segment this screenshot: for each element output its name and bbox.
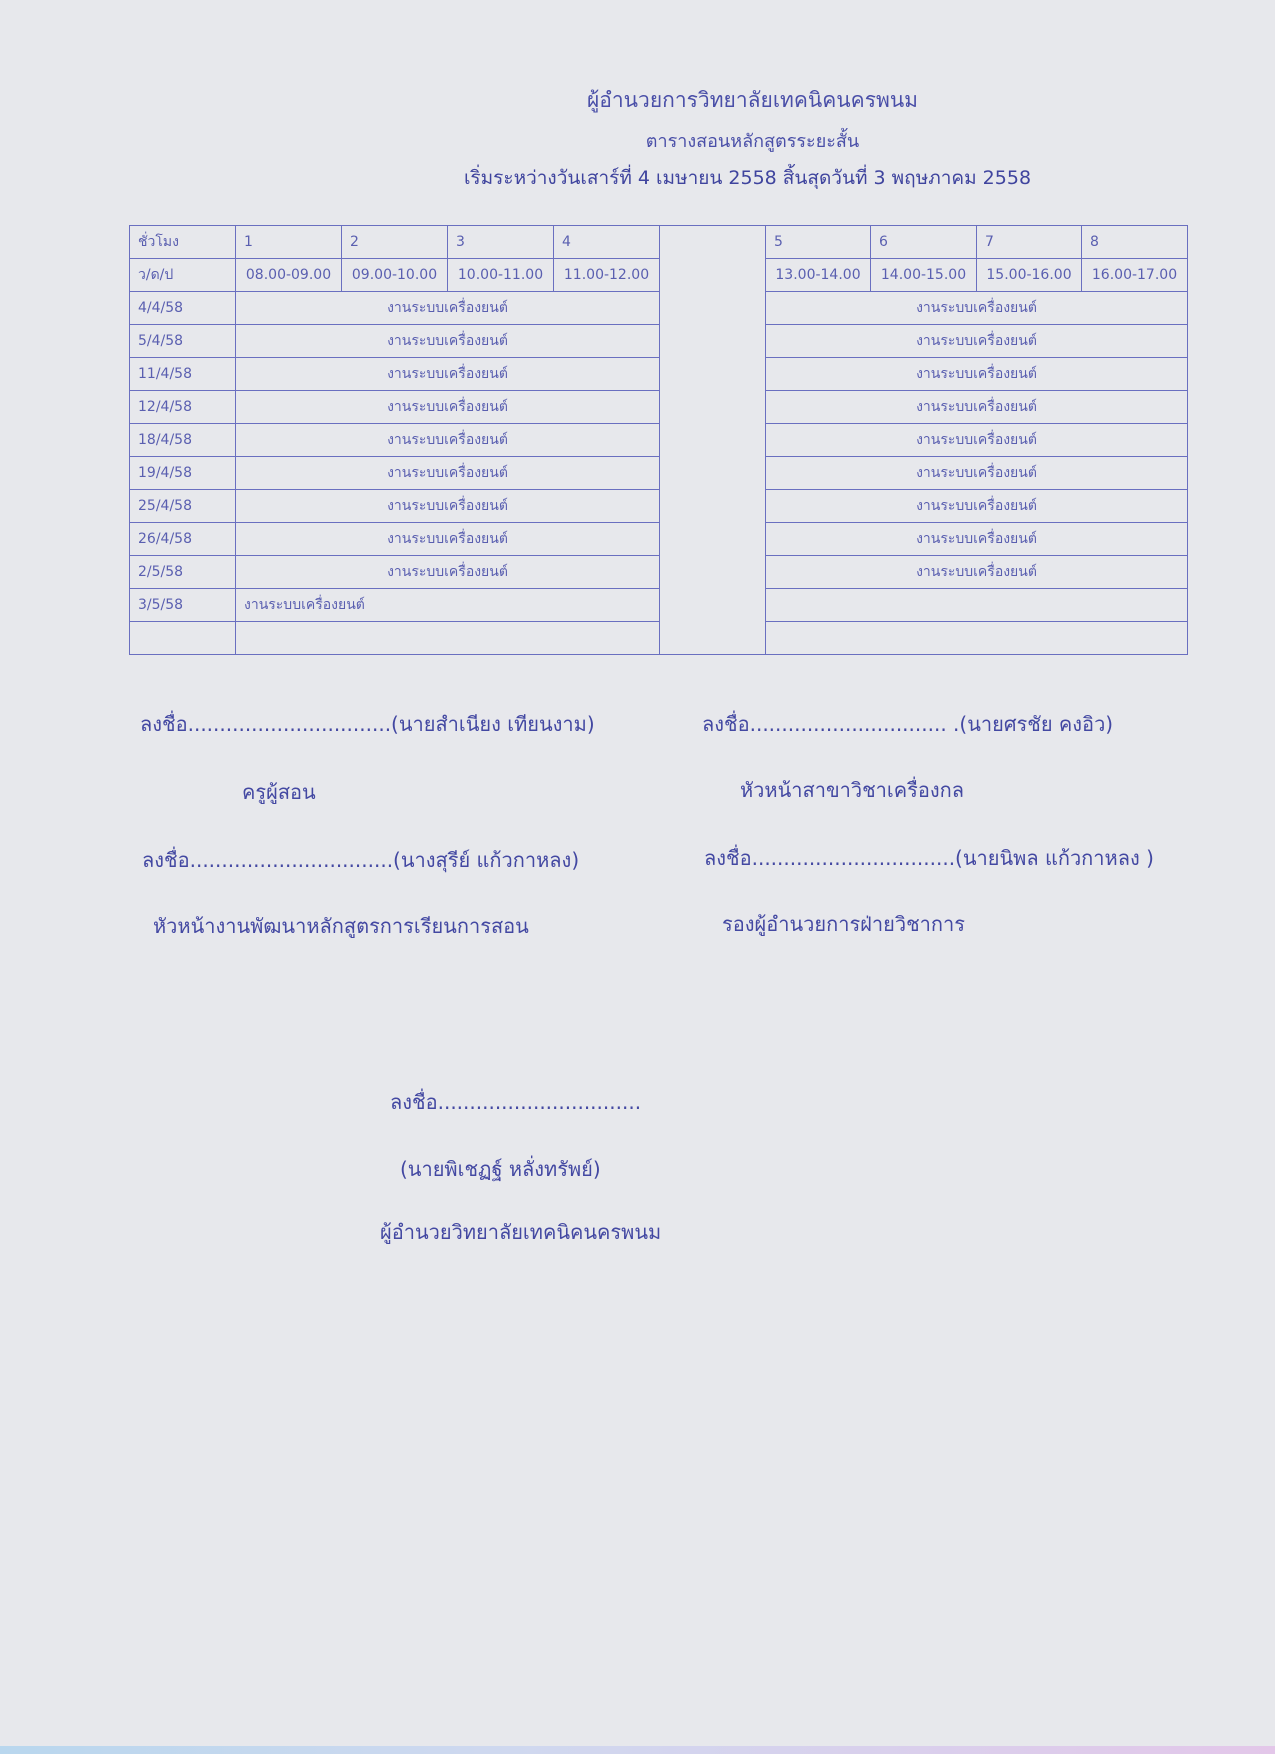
row-date (130, 622, 236, 655)
row-morning (236, 622, 660, 655)
table-row (130, 292, 1188, 325)
row-morning: งานระบบเครื่องยนต์ (236, 424, 660, 457)
teacher-signature-line: ลงชื่อ................................(นายสำเนียง เทียนงาม) (140, 712, 595, 736)
header-date-range: เริ่มระหว่างวันเสาร์ที่ 4 เมษายน 2558 สิ้นสุดวันที่ 3 พฤษภาคม 2558 (463, 167, 1032, 189)
director-signature-line: ลงชื่อ................................ (390, 1090, 642, 1114)
row-morning: งานระบบเครื่องยนต์ (236, 589, 660, 622)
row-morning: งานระบบเครื่องยนต์ (236, 292, 660, 325)
table-row (130, 523, 1188, 556)
time-3: 10.00-11.00 (448, 259, 554, 292)
row-date: 18/4/58 (130, 424, 236, 457)
row-afternoon: งานระบบเครื่องยนต์ (766, 490, 1188, 523)
time-6: 14.00-15.00 (871, 259, 977, 292)
period-5: 5 (766, 226, 871, 259)
table-row (130, 556, 1188, 589)
teacher-role: ครูผู้สอน (242, 780, 316, 804)
curriculum-head-role: หัวหน้างานพัฒนาหลักสูตรการเรียนการสอน (153, 914, 529, 938)
time-5: 13.00-14.00 (766, 259, 871, 292)
time-8: 16.00-17.00 (1082, 259, 1188, 292)
row-afternoon: งานระบบเครื่องยนต์ (766, 424, 1188, 457)
header-college-title: ผู้อำนวยการวิทยาลัยเทคนิคนครพนม (586, 88, 919, 112)
row-morning: งานระบบเครื่องยนต์ (236, 457, 660, 490)
scan-edge-strip (0, 1746, 1275, 1754)
row-date: 19/4/58 (130, 457, 236, 490)
period-4: 4 (554, 226, 660, 259)
table-row (130, 457, 1188, 490)
row-afternoon: งานระบบเครื่องยนต์ (766, 556, 1188, 589)
row-afternoon: งานระบบเครื่องยนต์ (766, 457, 1188, 490)
row-morning: งานระบบเครื่องยนต์ (236, 523, 660, 556)
director-role: ผู้อำนวยวิทยาลัยเทคนิคนครพนม (380, 1220, 662, 1244)
row-afternoon (766, 589, 1188, 622)
row-date: 11/4/58 (130, 358, 236, 391)
director-name: (นายพิเชฏฐ์ หลั่งทรัพย์) (400, 1157, 601, 1181)
row-afternoon: งานระบบเครื่องยนต์ (766, 358, 1188, 391)
row-afternoon (766, 622, 1188, 655)
row-morning: งานระบบเครื่องยนต์ (236, 325, 660, 358)
header-row-times (130, 259, 1188, 292)
row-date: 25/4/58 (130, 490, 236, 523)
table-row (130, 589, 1188, 622)
time-7: 15.00-16.00 (977, 259, 1082, 292)
period-6: 6 (871, 226, 977, 259)
period-1: 1 (236, 226, 342, 259)
row-afternoon: งานระบบเครื่องยนต์ (766, 292, 1188, 325)
period-8: 8 (1082, 226, 1188, 259)
curriculum-head-signature-line: ลงชื่อ................................(นางสุรีย์ แก้วกาหลง) (142, 848, 580, 872)
table-row (130, 325, 1188, 358)
dept-head-role: หัวหน้าสาขาวิชาเครื่องกล (740, 778, 964, 802)
hour-label: ชั่วโมง (130, 226, 236, 259)
row-date: 3/5/58 (130, 589, 236, 622)
period-2: 2 (342, 226, 448, 259)
table-row (130, 622, 1188, 655)
lunch-gap-column (660, 226, 766, 655)
period-7: 7 (977, 226, 1082, 259)
header-row-periods (130, 226, 1188, 259)
period-3: 3 (448, 226, 554, 259)
row-afternoon: งานระบบเครื่องยนต์ (766, 391, 1188, 424)
time-1: 08.00-09.00 (236, 259, 342, 292)
row-date: 5/4/58 (130, 325, 236, 358)
deputy-director-role: รองผู้อำนวยการฝ่ายวิชาการ (722, 912, 965, 936)
time-2: 09.00-10.00 (342, 259, 448, 292)
table-row (130, 358, 1188, 391)
row-date: 2/5/58 (130, 556, 236, 589)
time-4: 11.00-12.00 (554, 259, 660, 292)
table-row (130, 391, 1188, 424)
table-row (130, 424, 1188, 457)
row-date: 26/4/58 (130, 523, 236, 556)
header-schedule-title: ตารางสอนหลักสูตรระยะสั้น (645, 131, 860, 152)
table-row (130, 490, 1188, 523)
row-afternoon: งานระบบเครื่องยนต์ (766, 523, 1188, 556)
deputy-director-signature-line: ลงชื่อ................................(นายนิพล แก้วกาหลง ) (704, 846, 1154, 870)
row-afternoon: งานระบบเครื่องยนต์ (766, 325, 1188, 358)
dept-head-signature-line: ลงชื่อ............................... .(นายศรชัย คงอิว) (702, 712, 1114, 736)
row-morning: งานระบบเครื่องยนต์ (236, 391, 660, 424)
row-date: 4/4/58 (130, 292, 236, 325)
schedule-table (129, 225, 1188, 655)
row-morning: งานระบบเครื่องยนต์ (236, 358, 660, 391)
row-date: 12/4/58 (130, 391, 236, 424)
row-morning: งานระบบเครื่องยนต์ (236, 490, 660, 523)
date-label: ว/ด/ป (130, 259, 236, 292)
row-morning: งานระบบเครื่องยนต์ (236, 556, 660, 589)
